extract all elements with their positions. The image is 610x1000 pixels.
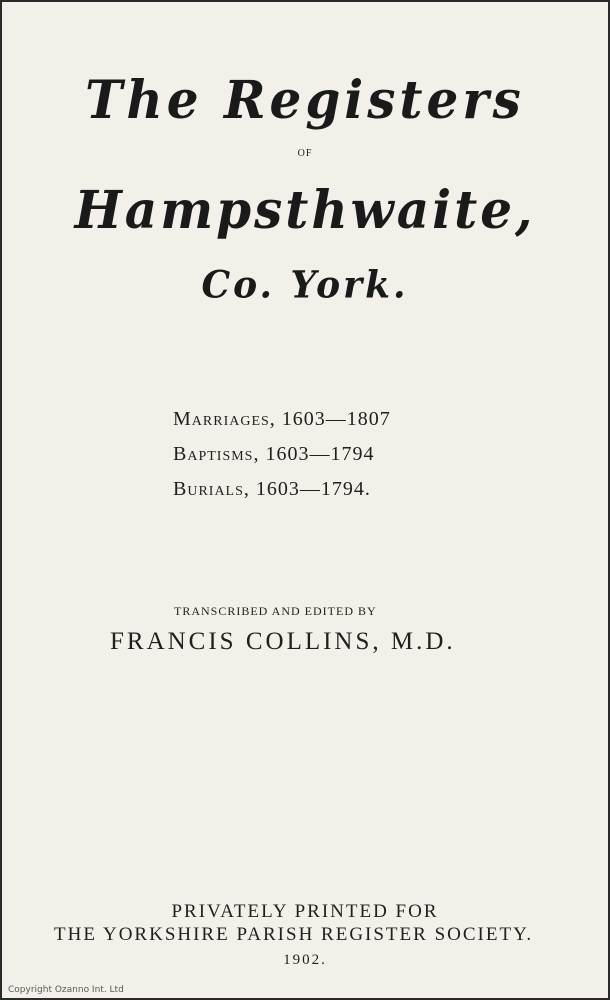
- title-line-registers: The Registers: [85, 68, 525, 131]
- imprint-line1: PRIVATELY PRINTED FOR: [171, 901, 439, 922]
- copyright-notice: Copyright Ozanno Int. Ltd: [8, 985, 124, 995]
- record-burials: [173, 472, 391, 507]
- record-marriages: [173, 402, 391, 437]
- imprint-society: THE YORKSHIRE PARISH REGISTER SOCIETY.: [54, 924, 534, 945]
- editor-name: FRANCIS COLLINS, M.D.: [110, 628, 456, 655]
- records-list: [173, 402, 391, 507]
- record-label: Marriages,: [173, 408, 276, 430]
- record-range: 1603—1794: [265, 443, 375, 465]
- record-label: Baptisms,: [173, 443, 260, 465]
- record-range: 1603—1807: [281, 408, 391, 430]
- record-baptisms: [173, 437, 391, 472]
- title-line-county: Co. York.: [201, 262, 409, 308]
- imprint-year: 1902.: [283, 952, 327, 968]
- title-of: OF: [297, 148, 313, 159]
- title-line-place: Hampsthwaite,: [74, 178, 536, 241]
- record-range: 1603—1794.: [255, 478, 371, 500]
- transcribed-line: TRANSCRIBED AND EDITED BY: [174, 604, 377, 618]
- record-label: Burials,: [173, 478, 250, 500]
